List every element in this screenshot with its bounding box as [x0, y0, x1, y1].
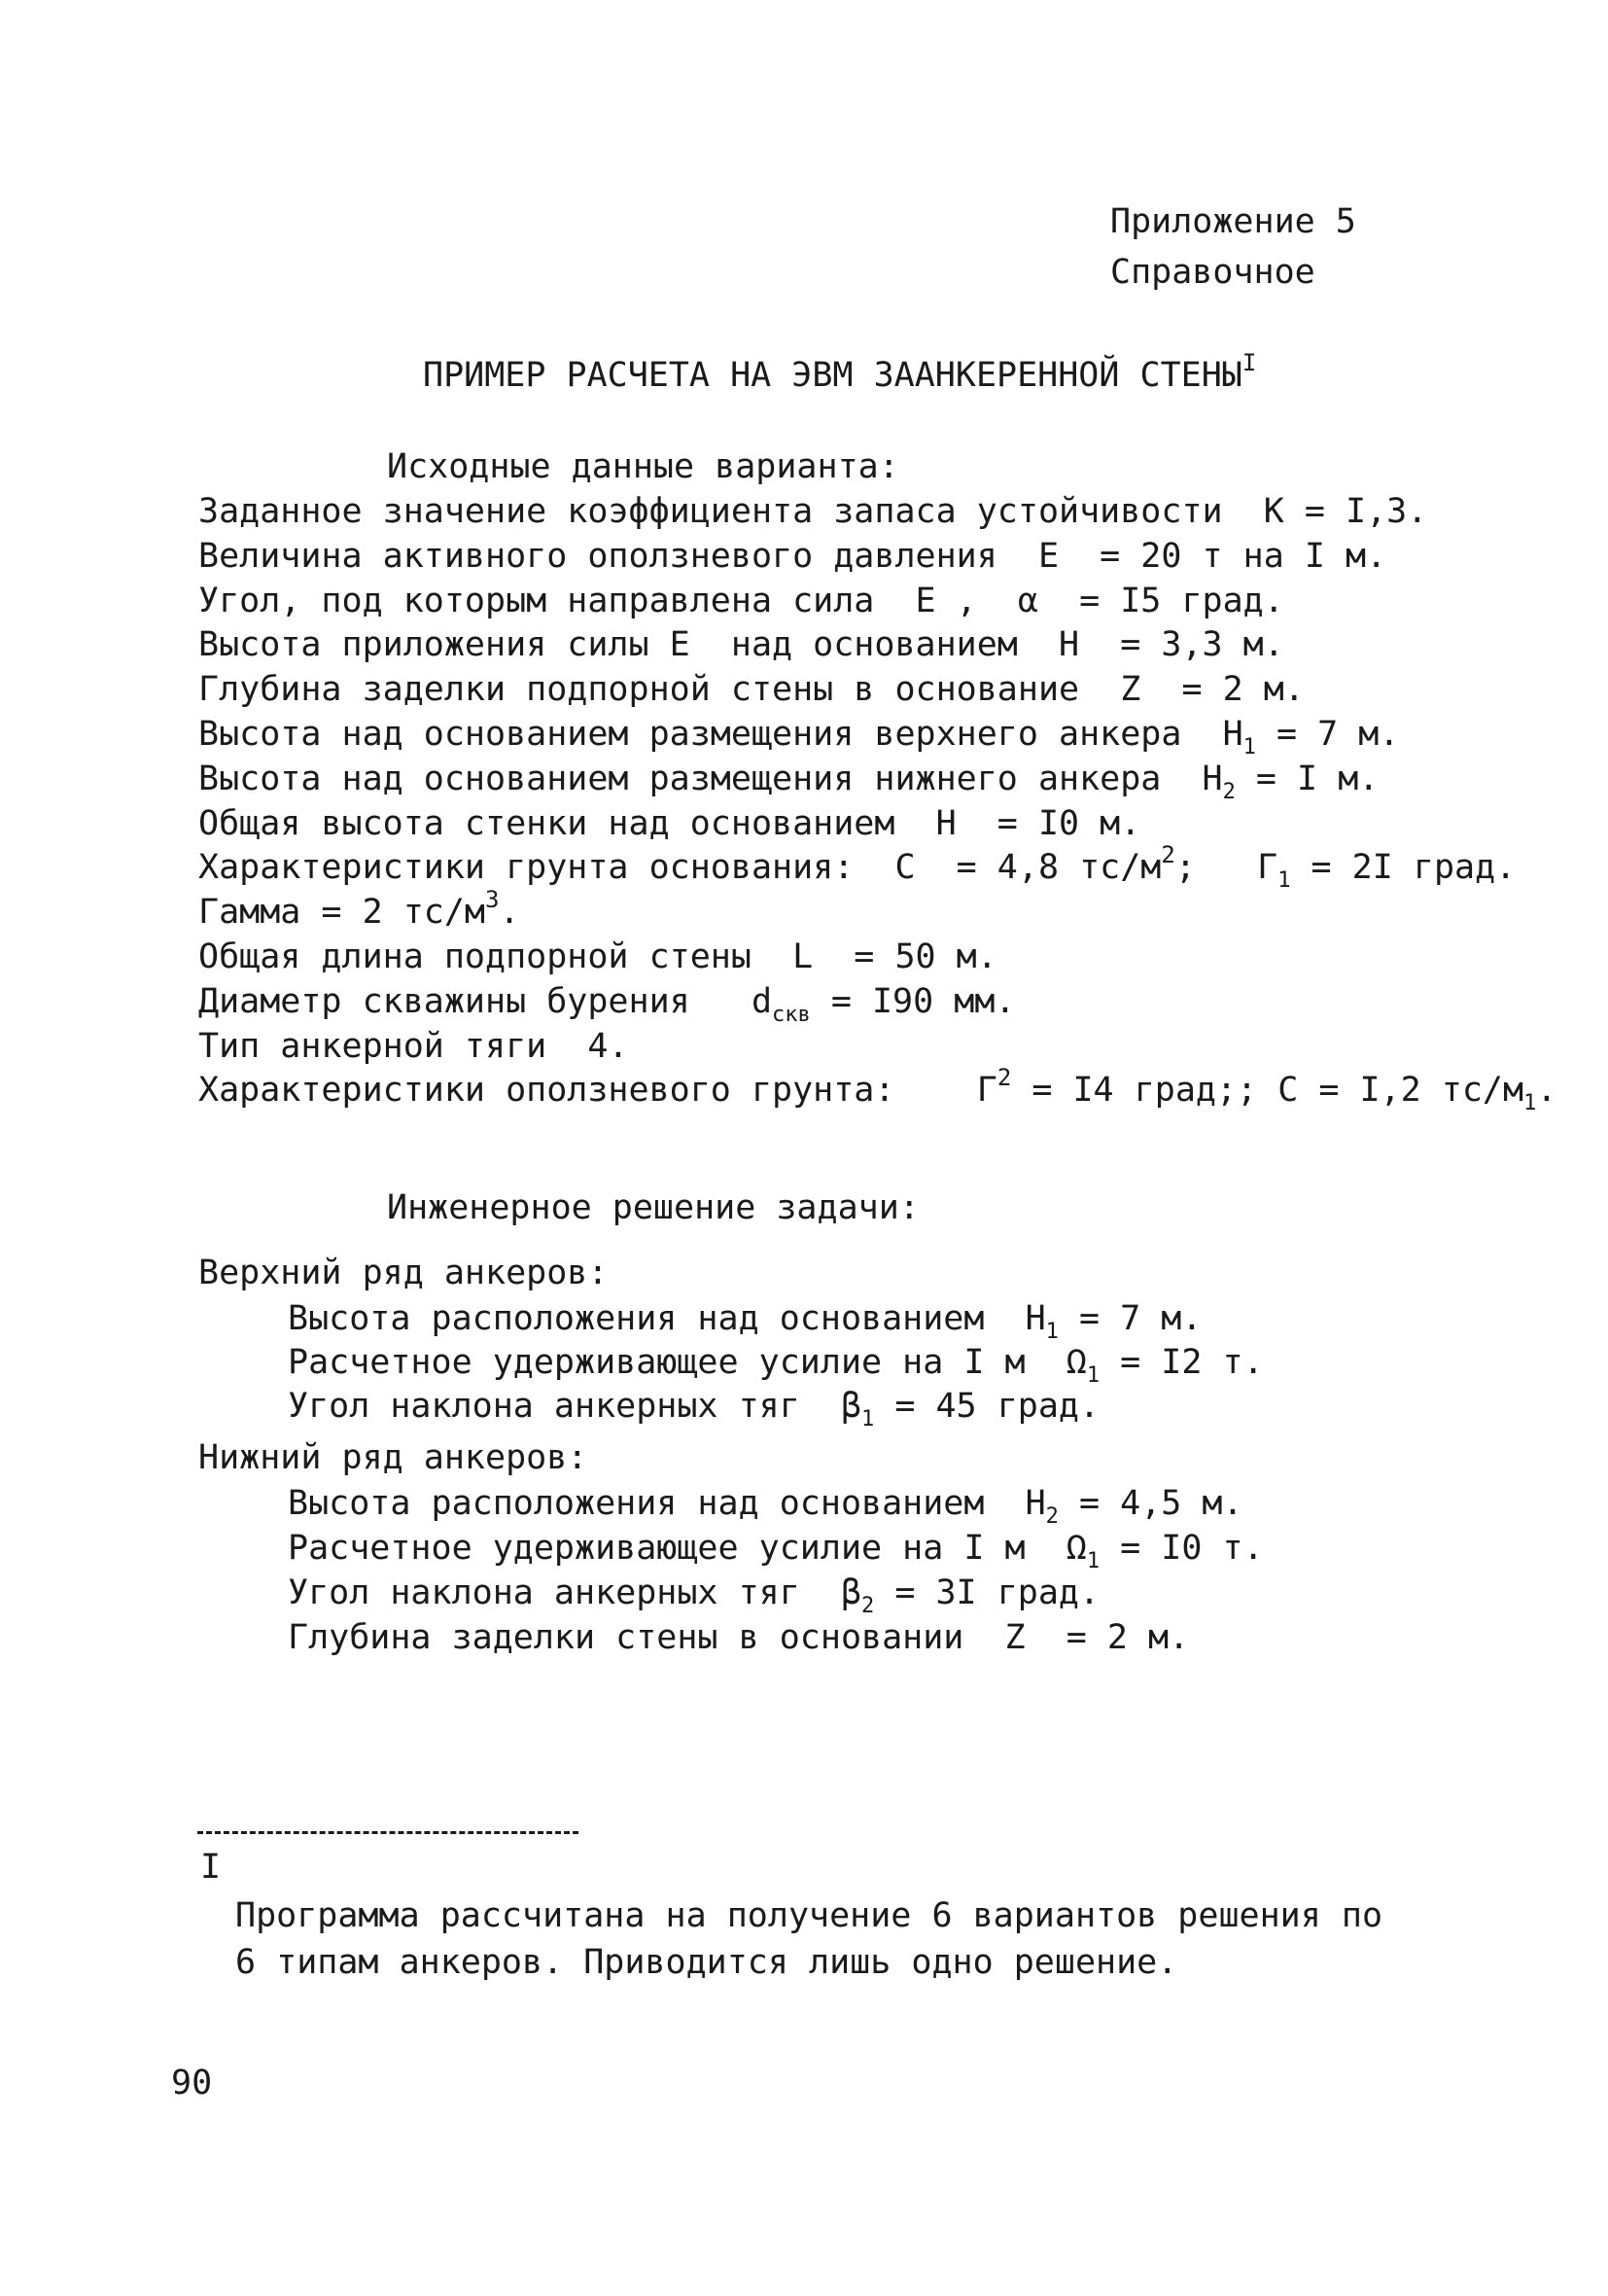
data-line — [198, 580, 1284, 622]
line-text: = 2I град. — [1290, 848, 1517, 888]
subscript: 2 — [861, 1594, 875, 1618]
subscript: 1 — [1086, 1549, 1101, 1573]
line-text: Высота расположения над основанием H — [288, 1484, 1046, 1523]
data-line — [288, 1527, 1264, 1574]
line-text: Расчетное удерживающее усилие на I м Ω — [288, 1529, 1087, 1568]
line-text: Высота расположения над основанием H — [288, 1299, 1046, 1338]
line-text: Общая высота стенки над основанием H = I0 м. — [198, 803, 1141, 843]
data-line — [198, 886, 520, 936]
data-line — [198, 623, 1284, 666]
footnote-mark: I — [200, 1848, 222, 1887]
line-text: = 7 м. — [1058, 1299, 1203, 1338]
page-number: 90 — [171, 2064, 213, 2102]
data-line — [288, 1341, 1264, 1389]
line-text: = 45 град. — [874, 1387, 1101, 1426]
line-text: = I м. — [1235, 759, 1380, 798]
data-line — [288, 1572, 1100, 1619]
footnote-text-line-2: 6 типам анкеров. Приводится лишь одно решение. — [235, 1943, 1178, 1982]
page-title — [423, 349, 1257, 400]
data-line — [288, 1482, 1243, 1530]
data-line — [288, 1297, 1202, 1345]
line-text: Общая длина подпорной стены L = 50 м. — [198, 937, 997, 976]
data-line — [288, 1616, 1189, 1659]
line-text: Высота над основанием размещения нижнего анкера H — [198, 759, 1223, 798]
data-line — [198, 802, 1140, 845]
line-text: = I90 мм. — [810, 981, 1016, 1021]
line-text: = I4 град;; C = I,2 тс/м — [1011, 1071, 1524, 1111]
line-text: Высота над основанием размещения верхнего анкера H — [198, 715, 1243, 754]
solution-heading: Инженерное решение задачи: — [387, 1188, 920, 1227]
line-text: Угол наклона анкерных тяг β — [288, 1387, 862, 1426]
input-heading: Исходные данные варианта: — [387, 447, 899, 486]
subscript: 1 — [1277, 868, 1291, 894]
title-text: ПРИМЕР РАСЧЕТА НА ЭВМ ЗААНКЕРЕННОЙ СТЕНЫ — [423, 356, 1242, 395]
subscript: 1 — [1045, 1320, 1059, 1344]
data-line — [198, 980, 1015, 1028]
line-text: Расчетное удерживающее усилие на I м Ω — [288, 1343, 1087, 1382]
footnote-text-line-1: Программа рассчитана на получение 6 вариантов решения по — [235, 1896, 1383, 1935]
data-line — [198, 936, 997, 978]
line-text: Угол наклона анкерных тяг β — [288, 1573, 862, 1612]
line-text: Характеристики грунта основания: C = 4,8 тс/м — [198, 848, 1162, 888]
superscript: 2 — [1161, 841, 1175, 869]
line-text: Характеристики оползневого грунта: Г — [198, 1071, 997, 1111]
title-footnote-mark: I — [1241, 349, 1257, 376]
subscript: 1 — [1086, 1363, 1101, 1388]
subscript: 2 — [1045, 1504, 1059, 1529]
line-text: = I0 т. — [1100, 1529, 1264, 1568]
data-line — [198, 668, 1305, 711]
category-label: Справочное — [1110, 253, 1315, 292]
data-line — [288, 1385, 1100, 1432]
line-text: Заданное значение коэффициента запаса устойчивости K = I,3. — [198, 492, 1428, 531]
data-line — [198, 713, 1399, 760]
data-line — [198, 841, 1517, 894]
line-text: ; Г — [1174, 848, 1278, 888]
data-line — [198, 490, 1427, 533]
data-line — [198, 758, 1379, 805]
lower-anchor-row-label: Нижний ряд анкеров: — [198, 1438, 588, 1477]
line-text: Глубина заделки подпорной стены в основание Z = 2 м. — [198, 670, 1305, 710]
superscript: 2 — [996, 1064, 1012, 1092]
line-text: Высота приложения силы E над основанием H = 3,3 м. — [198, 625, 1284, 665]
subscript: скв — [772, 1002, 811, 1027]
data-line — [198, 1025, 629, 1068]
line-text: . — [499, 893, 520, 933]
subscript: 1 — [861, 1407, 875, 1431]
line-text: Тип анкерной тяги 4. — [198, 1026, 629, 1066]
line-text: Угол, под которым направлена сила E , α = I5 град. — [198, 581, 1284, 620]
line-text: = 3I град. — [874, 1573, 1101, 1612]
line-text: Гамма = 2 тс/м — [198, 893, 486, 933]
appendix-label: Приложение 5 — [1110, 202, 1356, 241]
data-line — [198, 1064, 1557, 1116]
footnote-separator — [197, 1831, 578, 1834]
line-text: = 4,5 м. — [1058, 1484, 1243, 1523]
line-text: Диаметр скважины бурения d — [198, 981, 773, 1021]
upper-anchor-row-label: Верхний ряд анкеров: — [198, 1254, 609, 1292]
line-text: = 7 м. — [1255, 715, 1400, 754]
subscript: 1 — [1242, 735, 1256, 759]
line-text: = I2 т. — [1100, 1343, 1264, 1382]
superscript: 3 — [485, 886, 500, 914]
subscript: 1 — [1523, 1091, 1537, 1116]
line-text: . — [1536, 1071, 1557, 1111]
line-text: Глубина заделки стены в основании Z = 2 м. — [288, 1618, 1190, 1657]
subscript: 2 — [1222, 779, 1236, 804]
data-line — [198, 535, 1386, 578]
line-text: Величина активного оползневого давления E = 20 т на I м. — [198, 536, 1387, 576]
